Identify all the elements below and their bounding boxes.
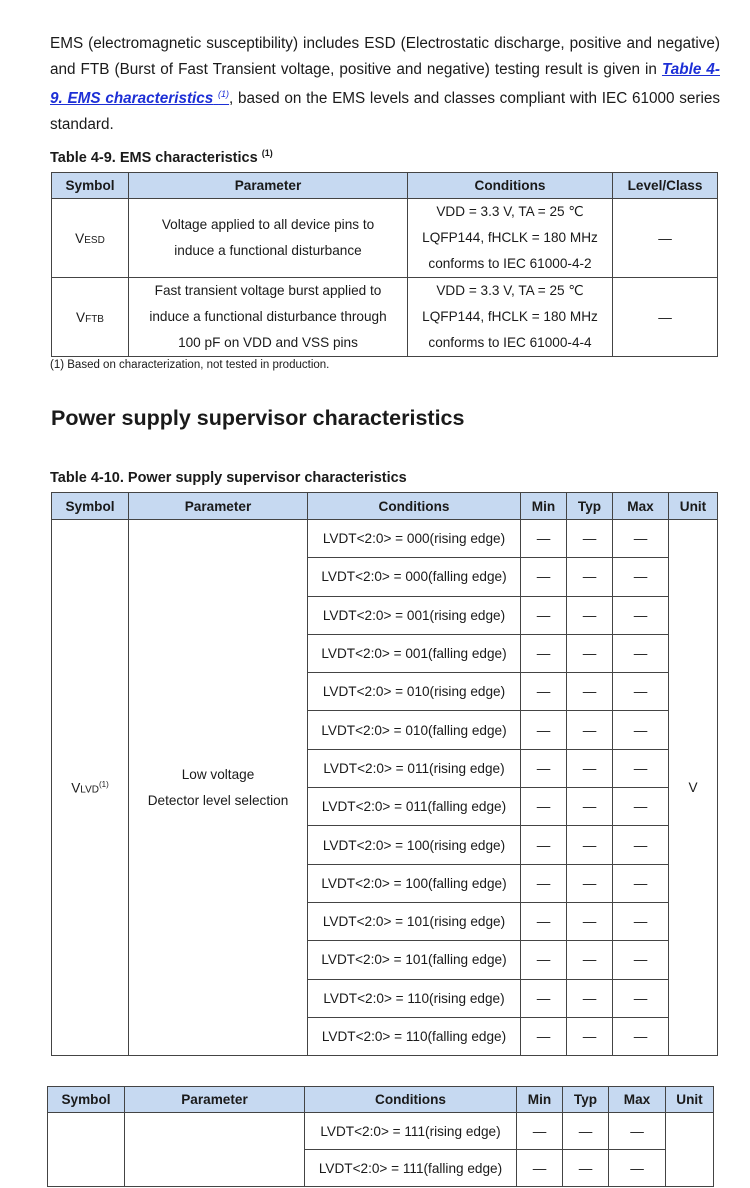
min-cell: — [521, 864, 567, 902]
ems-header-row [52, 173, 718, 199]
symbol-cell: VFTB [52, 278, 129, 357]
pss-cont-header-max: Max [609, 1087, 666, 1113]
power-supply-table-continued [47, 1086, 714, 1187]
symbol-cell [48, 1113, 125, 1187]
pss-header-typ: Typ [567, 493, 613, 520]
conditions-cell: LVDT<2:0> = 110(rising edge) [308, 979, 521, 1017]
symbol-cell: VESD [52, 199, 129, 278]
max-cell: — [613, 788, 669, 826]
typ-cell: — [567, 902, 613, 940]
typ-cell: — [567, 1017, 613, 1055]
conditions-cell: LVDT<2:0> = 101(rising edge) [308, 902, 521, 940]
min-cell: — [521, 711, 567, 749]
typ-cell: — [567, 788, 613, 826]
ems-header-level: Level/Class [613, 173, 718, 199]
pss-header-min: Min [521, 493, 567, 520]
conditions-cell: LVDT<2:0> = 000(rising edge) [308, 520, 521, 558]
typ-cell: — [563, 1113, 609, 1150]
table-4-9-caption: Table 4-9. EMS characteristics $^{(1)}$ [50, 148, 273, 166]
max-cell: — [613, 634, 669, 672]
level-cell: — [613, 199, 718, 278]
ems-footnote: (1) Based on characterization, not tested in production. [50, 359, 330, 371]
min-cell: — [521, 558, 567, 596]
parameter-cell: Fast transient voltage burst applied to induce a functional disturbance through 100 pF on VDD and VSS pins [129, 278, 408, 357]
max-cell: — [613, 711, 669, 749]
max-cell: — [613, 941, 669, 979]
min-cell: — [521, 596, 567, 634]
conditions-cell: LVDT<2:0> = 000(falling edge) [308, 558, 521, 596]
typ-cell: — [567, 941, 613, 979]
pss-header-parameter: Parameter [129, 493, 308, 520]
parameter-cell [125, 1113, 305, 1187]
max-cell: — [613, 826, 669, 864]
pss-cont-header-symbol: Symbol [48, 1087, 125, 1113]
table-4-9-link[interactable]: Table 4-9. EMS characteristics $^{(1)}$ [50, 60, 720, 108]
table-row [48, 1113, 714, 1150]
max-cell: — [609, 1113, 666, 1150]
pss-cont-header-min: Min [517, 1087, 563, 1113]
section-title: Power supply supervisor characteristics [51, 406, 465, 430]
max-cell: — [613, 1017, 669, 1055]
min-cell: — [521, 902, 567, 940]
typ-cell: — [567, 864, 613, 902]
max-cell: — [613, 864, 669, 902]
max-cell: — [613, 979, 669, 1017]
pss-header-conditions: Conditions [308, 493, 521, 520]
max-cell: — [613, 749, 669, 787]
min-cell: — [517, 1113, 563, 1150]
max-cell: — [613, 902, 669, 940]
parameter-cell: Voltage applied to all device pins to induce a functional disturbance [129, 199, 408, 278]
typ-cell: — [567, 634, 613, 672]
table-row [52, 199, 718, 278]
conditions-cell: LVDT<2:0> = 110(falling edge) [308, 1017, 521, 1055]
ems-header-parameter: Parameter [129, 173, 408, 199]
conditions-cell: LVDT<2:0> = 100(falling edge) [308, 864, 521, 902]
max-cell: — [609, 1150, 666, 1187]
intro-text-after: , based on the EMS levels and classes compliant with IEC 61000 series standard. [50, 90, 721, 133]
table-4-10-caption: Table 4-10. Power supply supervisor characteristics [50, 470, 407, 486]
min-cell: — [521, 634, 567, 672]
unit-cell [666, 1113, 714, 1187]
conditions-cell: LVDT<2:0> = 001(rising edge) [308, 596, 521, 634]
conditions-cell: LVDT<2:0> = 011(rising edge) [308, 749, 521, 787]
pss-cont-header-typ: Typ [563, 1087, 609, 1113]
conditions-cell: LVDT<2:0> = 111(falling edge) [305, 1150, 517, 1187]
conditions-cell: LVDT<2:0> = 010(falling edge) [308, 711, 521, 749]
min-cell: — [521, 673, 567, 711]
min-cell: — [521, 941, 567, 979]
symbol-cell: VLVD$^{(1)}$ [52, 520, 129, 1056]
pss-header-unit: Unit [669, 493, 718, 520]
typ-cell: — [567, 520, 613, 558]
conditions-cell: LVDT<2:0> = 101(falling edge) [308, 941, 521, 979]
conditions-cell: VDD = 3.3 V, TA = 25 ℃ LQFP144, fHCLK = 180 MHz conforms to IEC 61000-4-4 [408, 278, 613, 357]
pss-cont-header-row [48, 1087, 714, 1113]
max-cell: — [613, 596, 669, 634]
typ-cell: — [567, 749, 613, 787]
pss-header-symbol: Symbol [52, 493, 129, 520]
conditions-cell: LVDT<2:0> = 100(rising edge) [308, 826, 521, 864]
parameter-cell: Low voltage Detector level selection [129, 520, 308, 1056]
min-cell: — [521, 1017, 567, 1055]
min-cell: — [521, 749, 567, 787]
min-cell: — [521, 788, 567, 826]
min-cell: — [521, 520, 567, 558]
conditions-cell: LVDT<2:0> = 011(falling edge) [308, 788, 521, 826]
conditions-cell: LVDT<2:0> = 001(falling edge) [308, 634, 521, 672]
pss-header-max: Max [613, 493, 669, 520]
unit-cell: V [669, 520, 718, 1056]
intro-text-before: EMS (electromagnetic susceptibility) includes ESD (Electrostatic discharge, positive and negative) and FTB (Burst of Fast Transient voltage, positive and negative) testing result is given in [50, 35, 720, 78]
typ-cell: — [567, 596, 613, 634]
min-cell: — [517, 1150, 563, 1187]
intro-paragraph [50, 31, 720, 137]
max-cell: — [613, 673, 669, 711]
typ-cell: — [567, 979, 613, 1017]
table-row [52, 278, 718, 357]
typ-cell: — [567, 711, 613, 749]
pss-header-row [52, 493, 718, 520]
max-cell: — [613, 520, 669, 558]
pss-cont-header-conditions: Conditions [305, 1087, 517, 1113]
ems-table [51, 172, 718, 357]
power-supply-table [51, 492, 718, 1056]
conditions-cell: LVDT<2:0> = 010(rising edge) [308, 673, 521, 711]
pss-cont-header-unit: Unit [666, 1087, 714, 1113]
typ-cell: — [567, 558, 613, 596]
max-cell: — [613, 558, 669, 596]
min-cell: — [521, 826, 567, 864]
ems-header-conditions: Conditions [408, 173, 613, 199]
table-row [52, 520, 718, 558]
typ-cell: — [567, 826, 613, 864]
min-cell: — [521, 979, 567, 1017]
conditions-cell: VDD = 3.3 V, TA = 25 ℃ LQFP144, fHCLK = 180 MHz conforms to IEC 61000-4-2 [408, 199, 613, 278]
conditions-cell: LVDT<2:0> = 111(rising edge) [305, 1113, 517, 1150]
typ-cell: — [563, 1150, 609, 1187]
typ-cell: — [567, 673, 613, 711]
ems-header-symbol: Symbol [52, 173, 129, 199]
pss-cont-header-parameter: Parameter [125, 1087, 305, 1113]
level-cell: — [613, 278, 718, 357]
